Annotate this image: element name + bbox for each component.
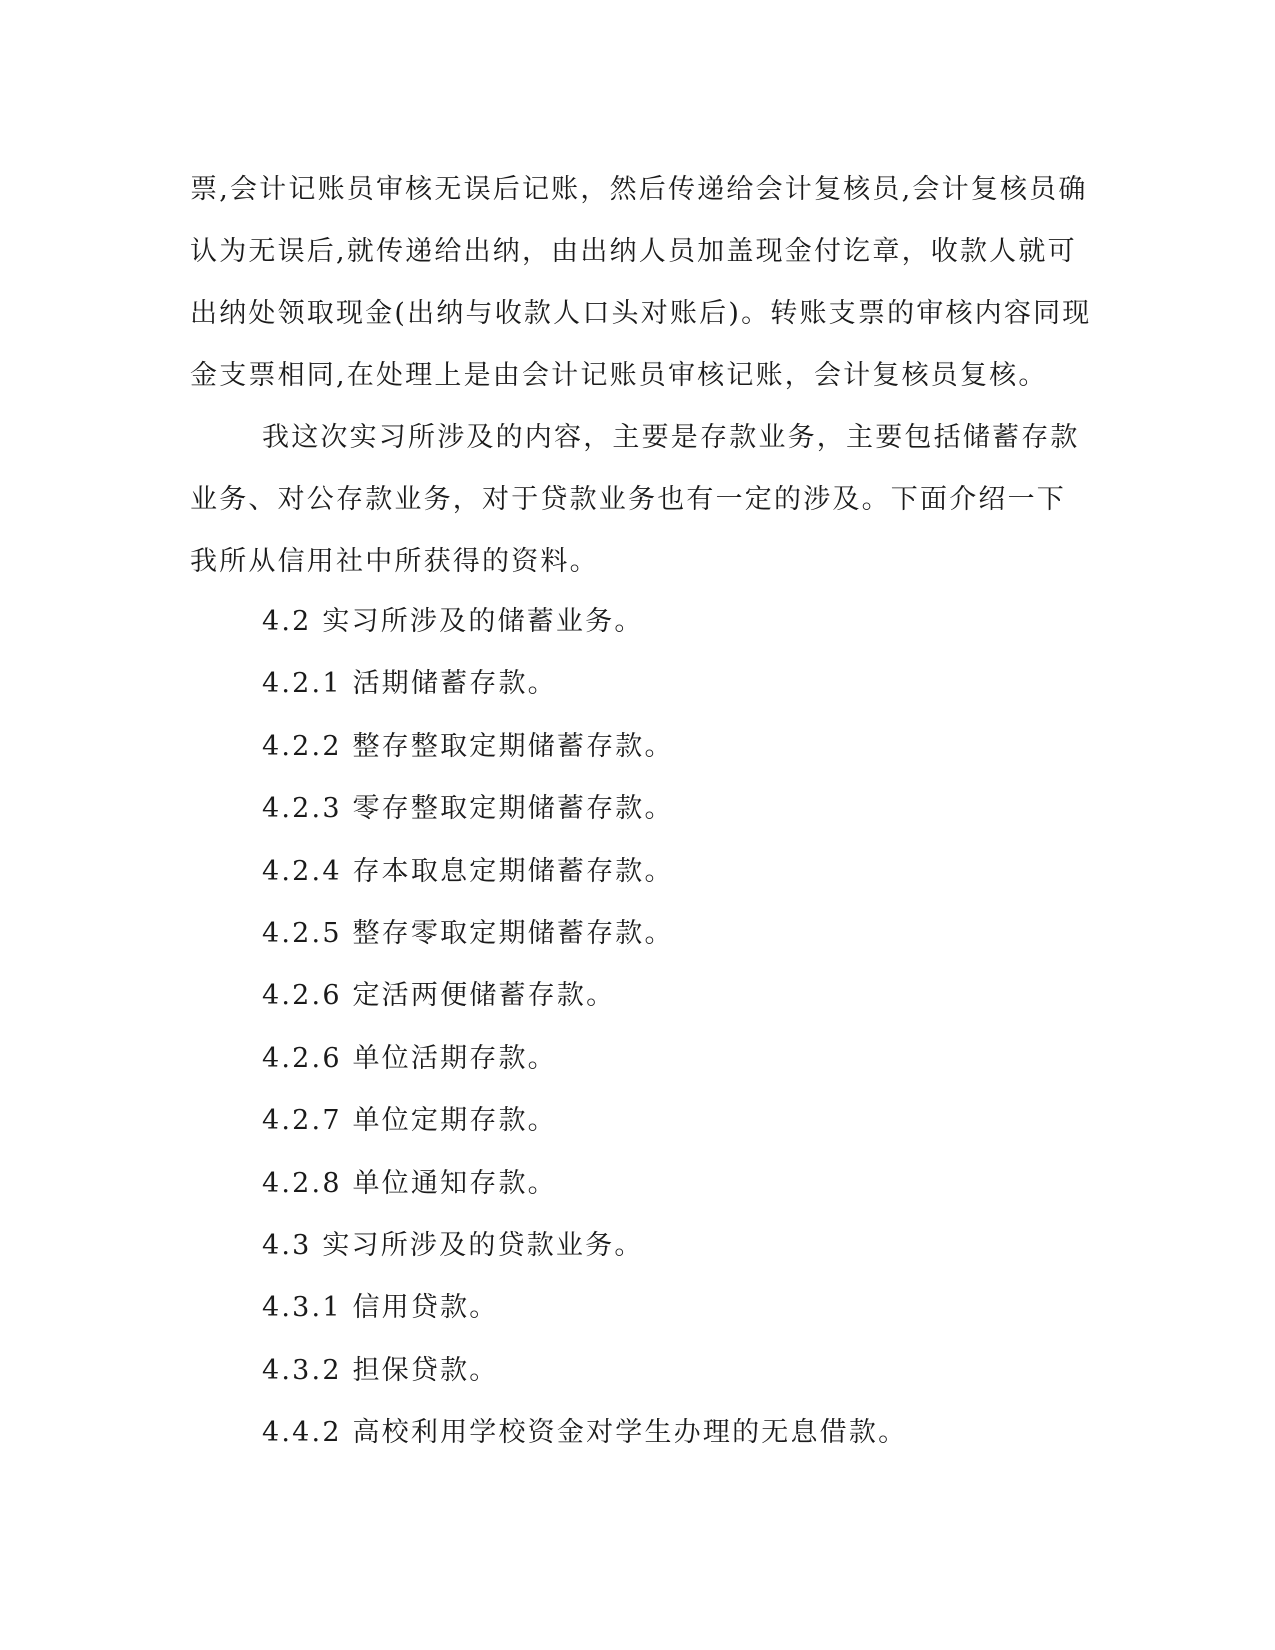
section-outline-list [262, 591, 1082, 1464]
paragraph-internship-scope [190, 407, 1090, 593]
paragraph-cheque-processing [190, 159, 1090, 407]
outline-item: 4.3.2 担保贷款。 [262, 1354, 499, 1386]
outline-item: 4.2.6 单位活期存款。 [262, 1042, 557, 1074]
outline-item: 4.2.2 整存整取定期储蓄存款。 [262, 730, 674, 762]
section-heading-4-2: 4.2 实习所涉及的储蓄业务。 [262, 606, 644, 637]
text-line: 金支票相同,在处理上是由会计记账员审核记账，会计复核员复核。 [190, 360, 1048, 391]
outline-item: 4.3.1 信用贷款。 [262, 1292, 499, 1324]
outline-item: 4.2.3 零存整取定期储蓄存款。 [262, 793, 674, 825]
text-line: 我所从信用社中所获得的资料。 [190, 546, 599, 577]
outline-item: 4.2.5 整存零取定期储蓄存款。 [262, 917, 674, 949]
outline-item: 4.2.7 单位定期存款。 [262, 1105, 557, 1137]
outline-item: 4.4.2 高校利用学校资金对学生办理的无息借款。 [262, 1417, 908, 1449]
outline-item: 4.2.4 存本取息定期储蓄存款。 [262, 855, 674, 887]
text-line: 我这次实习所涉及的内容，主要是存款业务，主要包括储蓄存款 [262, 422, 1080, 453]
text-line: 业务、对公存款业务，对于贷款业务也有一定的涉及。下面介绍一下 [190, 484, 1066, 515]
text-line: 票,会计记账员审核无误后记账，然后传递给会计复核员,会计复核员确 [190, 174, 1088, 205]
text-line: 出纳处领取现金(出纳与收款人口头对账后)。转账支票的审核内容同现 [190, 298, 1092, 329]
section-heading-4-3: 4.3 实习所涉及的贷款业务。 [262, 1229, 644, 1261]
outline-item: 4.2.6 定活两便储蓄存款。 [262, 980, 616, 1012]
outline-item: 4.2.8 单位通知存款。 [262, 1167, 557, 1199]
text-line: 认为无误后,就传递给出纳，由出纳人员加盖现金付讫章，收款人就可 [190, 236, 1077, 267]
outline-item: 4.2.1 活期储蓄存款。 [262, 668, 557, 700]
